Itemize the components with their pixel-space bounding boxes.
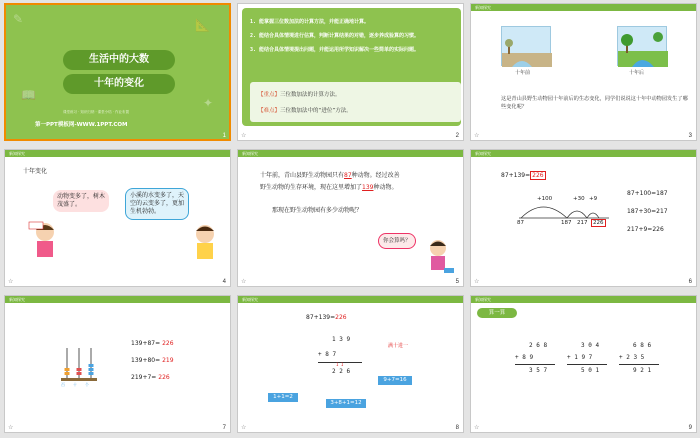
favorite-icon[interactable]: ☆ <box>474 424 480 431</box>
goal-1: 1. 能掌握三位数加法的计算方法，并能正确地计算。 <box>250 19 370 25</box>
slide-header-bar: 新知探究 <box>471 296 696 303</box>
problem-3-result: 9 2 1 <box>633 367 652 374</box>
problem-1-add: + 8 9 <box>515 354 534 361</box>
slide-header-bar: 新知探究 <box>238 296 463 303</box>
slide-subtitle: 十年的变化 <box>63 74 175 94</box>
difficulty-point: 【难点】三位数加法中的“进位”方法。 <box>258 108 352 114</box>
goal-3: 3. 能结合具体情境提出问题，并能运用所学知识解决一些简单的实际问题。 <box>250 47 420 53</box>
favorite-icon[interactable]: ☆ <box>241 132 247 139</box>
speech-bubble-left: 动物变多了，树木茂盛了。 <box>53 190 109 212</box>
slide-number: 1 <box>222 133 226 139</box>
goals-board <box>242 8 461 126</box>
problem-2-result: 5 0 1 <box>581 367 600 374</box>
slide-title: 十年变化 <box>23 168 48 175</box>
vertical-result: 2 2 6 <box>332 368 351 375</box>
slide-thumbnail-6[interactable] <box>470 149 697 287</box>
step-box-tens: 3+8+1=12 <box>326 399 366 408</box>
favorite-icon[interactable]: ☆ <box>474 132 480 139</box>
step-box-hundreds: 1+1=2 <box>268 393 298 402</box>
step-1: 87+100=187 <box>627 190 668 197</box>
calc-row-1: 139+87= 226 <box>131 340 174 347</box>
after-picture <box>617 26 667 66</box>
before-picture <box>501 26 551 66</box>
ruler-doodle-icon: 📐 <box>195 18 210 32</box>
before-caption: 十年前 <box>515 70 531 76</box>
step-box-ones: 9+7=16 <box>378 376 412 385</box>
arc-label-30: +30 <box>573 196 585 202</box>
intro-text: 这是青山县野生动物园十年前后的生态变化，同学们说说这十年中动物园发生了哪些变化呢？ <box>501 96 688 110</box>
ask-bubble: 你会算吗？ <box>378 233 416 249</box>
vertical-top: 1 3 9 <box>332 336 351 343</box>
boy-character-icon <box>189 222 221 266</box>
slide-thumbnail-1[interactable] <box>4 3 231 141</box>
carry-note: 满十进一 <box>388 343 409 349</box>
favorite-icon[interactable]: ☆ <box>8 278 14 285</box>
goal-2: 2. 能结合具体情境进行估算，判断计算结果的对错，逐步养成验算的习惯。 <box>250 33 420 39</box>
problem-2-line <box>567 364 607 365</box>
step-2: 187+30=217 <box>627 208 668 215</box>
star-doodle-icon: ✦ <box>203 96 214 110</box>
mark-87: 87 <box>517 220 524 226</box>
slide-title: 生活中的大数 <box>63 50 175 70</box>
slide-header-bar: 新知探究 <box>238 150 463 157</box>
arc-label-100: +100 <box>537 196 553 202</box>
abacus-label-ones: 个 <box>85 382 89 387</box>
slide-header-bar: 新知探究 <box>471 150 696 157</box>
slide-header-bar: 新知探究 <box>471 4 696 11</box>
favorite-icon[interactable]: ☆ <box>241 278 247 285</box>
problem-2-top: 3 0 4 <box>581 342 600 349</box>
problem-1-result: 3 5 7 <box>529 367 548 374</box>
favorite-icon[interactable]: ☆ <box>241 424 247 431</box>
vertical-add: + 8 7 <box>318 351 337 358</box>
slide-menu-text: 课堂练习 · 知识归纳 · 课堂小结 · 作业布置 <box>63 110 130 114</box>
book-doodle-icon: 📖 <box>21 88 36 102</box>
slide-thumbnail-5[interactable] <box>237 149 464 287</box>
equation: 87+139= 226 <box>501 172 544 179</box>
problem-2-add: + 1 9 7 <box>567 354 593 361</box>
slide-thumbnail-2[interactable] <box>237 3 464 141</box>
calc-row-3: 219+7= 226 <box>131 374 170 381</box>
problem-3-add: + 2 3 5 <box>619 354 645 361</box>
key-panel <box>250 82 461 122</box>
after-caption: 十年后 <box>629 70 645 76</box>
slide-thumbnail-3[interactable] <box>470 3 697 141</box>
story-line-2: 野生动物的生存环境，现在这里增加了139种动物。 <box>260 184 398 191</box>
step-3: 217+9=226 <box>627 226 664 233</box>
girl-character-icon <box>27 220 63 264</box>
story-line-1: 十年前，青山县野生动物园只有87种动物。经过改善 <box>260 172 400 179</box>
problem-1-line <box>515 364 555 365</box>
slide-number: 5 <box>455 279 459 285</box>
equation: 87+139=226 <box>306 314 347 321</box>
pencil-doodle-icon: ✎ <box>13 12 24 26</box>
mark-187: 187 <box>561 220 572 226</box>
problem-3-top: 6 8 6 <box>633 342 652 349</box>
carry-digits: 1 1 <box>336 362 344 367</box>
slide-thumbnail-9[interactable] <box>470 295 697 433</box>
problem-3-line <box>619 364 659 365</box>
section-tab: 算一算 <box>477 308 517 318</box>
slide-number: 6 <box>688 279 692 285</box>
key-point: 【重点】三位数加法的计算方法。 <box>258 92 341 98</box>
abacus-label-hundreds: 百 <box>61 382 65 387</box>
problem-1-top: 2 6 8 <box>529 342 548 349</box>
slide-number: 4 <box>222 279 226 285</box>
arc-label-9: +9 <box>589 196 598 202</box>
question-text: 那现在野生动物园有多少动物呢？ <box>272 207 363 214</box>
slide-header-bar: 新知探究 <box>5 296 230 303</box>
child-character-icon <box>422 238 456 278</box>
brand-text: 第一PPT模板网-WWW.1PPT.COM <box>35 122 128 128</box>
favorite-icon[interactable]: ☆ <box>474 278 480 285</box>
slide-number: 8 <box>455 425 459 431</box>
calc-row-2: 139+80= 219 <box>131 357 174 364</box>
abacus-label-tens: 十 <box>73 382 77 387</box>
slide-number: 3 <box>688 133 692 139</box>
slide-number: 7 <box>222 425 226 431</box>
mark-217: 217 <box>577 220 588 226</box>
slide-thumbnail-8[interactable] <box>237 295 464 433</box>
speech-bubble-right: 小溪的水变多了，天空的云变多了，更加生机勃勃。 <box>125 188 189 220</box>
slide-thumbnail-7[interactable] <box>4 295 231 433</box>
mark-226: 226 <box>593 220 604 226</box>
slide-number: 9 <box>688 425 692 431</box>
favorite-icon[interactable]: ☆ <box>8 424 14 431</box>
slide-header-bar: 新知探究 <box>5 150 230 157</box>
slide-thumbnail-4[interactable] <box>4 149 231 287</box>
slide-number: 2 <box>455 133 459 139</box>
abacus-icon <box>59 346 99 388</box>
